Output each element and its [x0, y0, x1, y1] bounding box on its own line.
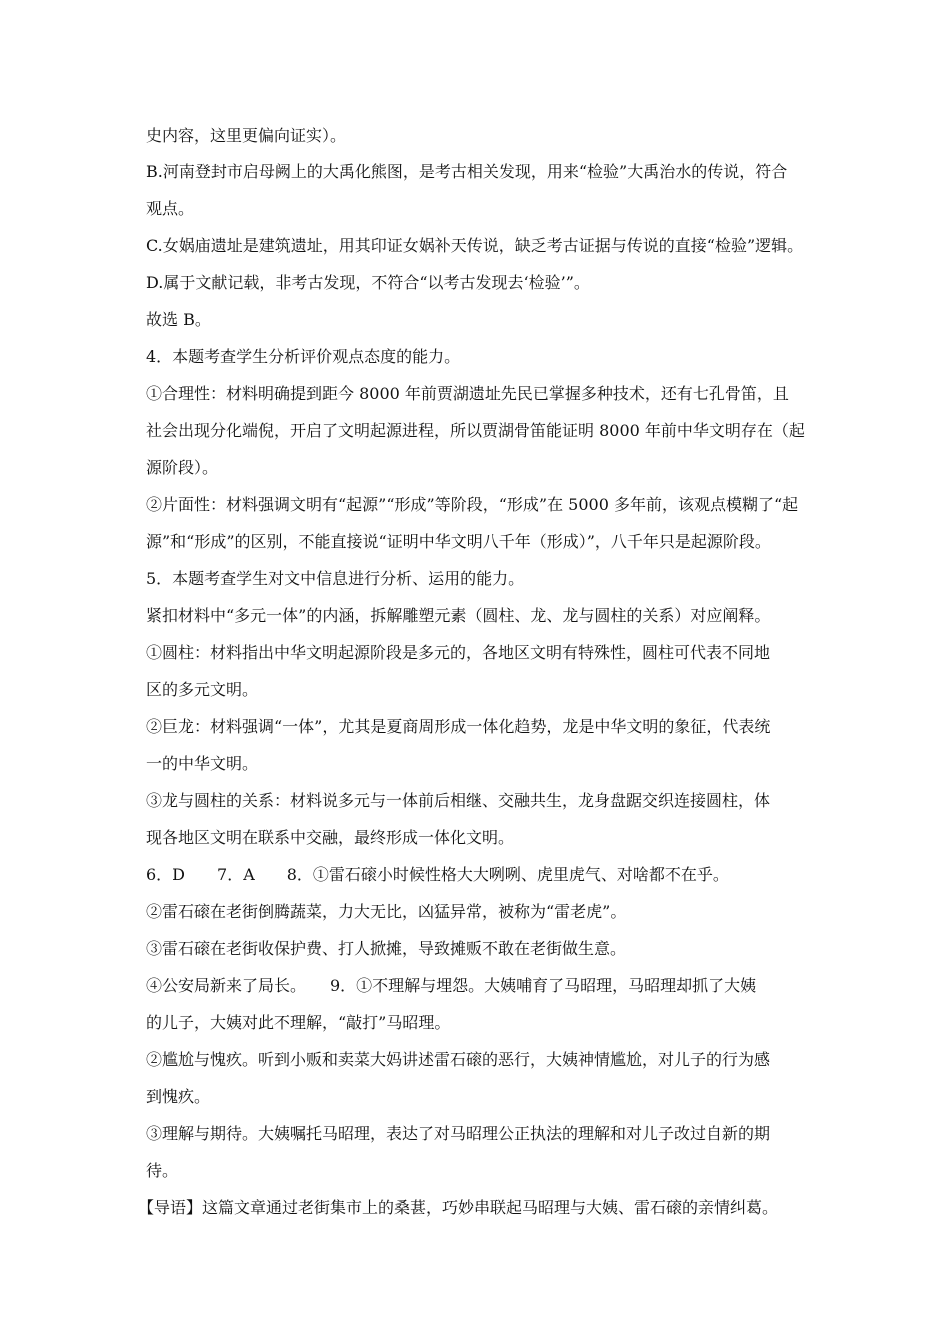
answer-line: 6．D 7．A 8．①雷石磙小时候性格大大咧咧、虎里虎气、对啥都不在乎。 — [146, 865, 729, 884]
text-line: 源阶段）。 — [146, 458, 219, 477]
text-line: ④公安局新来了局长。 9．①不理解与埋怨。大姨哺育了马昭理，马昭理却抓了大姨 — [146, 976, 757, 995]
text-line: ③龙与圆柱的关系：材料说多元与一体前后相继、交融共生，龙身盘踞交织连接圆柱，体 — [146, 791, 771, 810]
text-line: 故选 B。 — [146, 310, 211, 329]
text-line: ②片面性：材料强调文明有“起源”“形成”等阶段，“形成”在 5000 多年前，该观点模糊了“起 — [146, 495, 799, 514]
text-line: 史内容，这里更偏向证实）。 — [146, 126, 347, 145]
text-line: 的儿子，大姨对此不理解，“敲打”马昭理。 — [146, 1013, 451, 1032]
text-line: 社会出现分化端倪，开启了文明起源进程，所以贾湖骨笛能证明 8000 年前中华文明存在（起 — [146, 421, 805, 440]
text-line: 一的中华文明。 — [146, 754, 259, 773]
text-line: ②尴尬与愧疚。听到小贩和卖菜大妈讲述雷石磙的恶行，大姨神情尴尬，对儿子的行为感 — [146, 1050, 771, 1069]
text-line: 源”和“形成”的区别，不能直接说“证明中华文明八千年（形成）”，八千年只是起源阶段。 — [146, 532, 771, 551]
text-line: ①合理性：材料明确提到距今 8000 年前贾湖遗址先民已掌握多种技术，还有七孔骨笛，且 — [146, 384, 789, 403]
text-line: ②巨龙：材料强调“一体”，尤其是夏商周形成一体化趋势，龙是中华文明的象征，代表统 — [146, 717, 771, 736]
text-line: 现各地区文明在联系中交融，最终形成一体化文明。 — [146, 828, 515, 847]
question-heading: 5．本题考查学生对文中信息进行分析、运用的能力。 — [146, 569, 525, 588]
text-line: C.女娲庙遗址是建筑遗址，用其印证女娲补天传说，缺乏考古证据与传说的直接“检验”逻辑。 — [146, 236, 804, 255]
text-line: ②雷石磙在老街倒腾蔬菜，力大无比，凶猛异常，被称为“雷老虎”。 — [146, 902, 627, 921]
text-line: 观点。 — [146, 199, 195, 218]
text-line: ③雷石磙在老街收保护费、打人掀摊，导致摊贩不敢在老街做生意。 — [146, 939, 627, 958]
intro-line: 【导语】这篇文章通过老街集市上的桑葚，巧妙串联起马昭理与大姨、雷石磙的亲情纠葛。 — [138, 1198, 779, 1217]
text-line: D.属于文献记载，非考古发现，不符合“以考古发现去‘检验’”。 — [146, 273, 590, 292]
text-line: ③理解与期待。大姨嘱托马昭理，表达了对马昭理公正执法的理解和对儿子改过自新的期 — [146, 1124, 771, 1143]
text-line: 紧扣材料中“多元一体”的内涵，拆解雕塑元素（圆柱、龙、龙与圆柱的关系）对应阐释。 — [146, 606, 771, 625]
question-heading: 4．本题考查学生分析评价观点态度的能力。 — [146, 347, 461, 366]
text-line: 到愧疚。 — [146, 1087, 211, 1106]
text-line: B.河南登封市启母阙上的大禹化熊图，是考古相关发现，用来“检验”大禹治水的传说，符合 — [146, 162, 788, 181]
text-line: 待。 — [146, 1161, 179, 1180]
text-line: ①圆柱：材料指出中华文明起源阶段是多元的，各地区文明有特殊性，圆柱可代表不同地 — [146, 643, 771, 662]
text-line: 区的多元文明。 — [146, 680, 259, 699]
